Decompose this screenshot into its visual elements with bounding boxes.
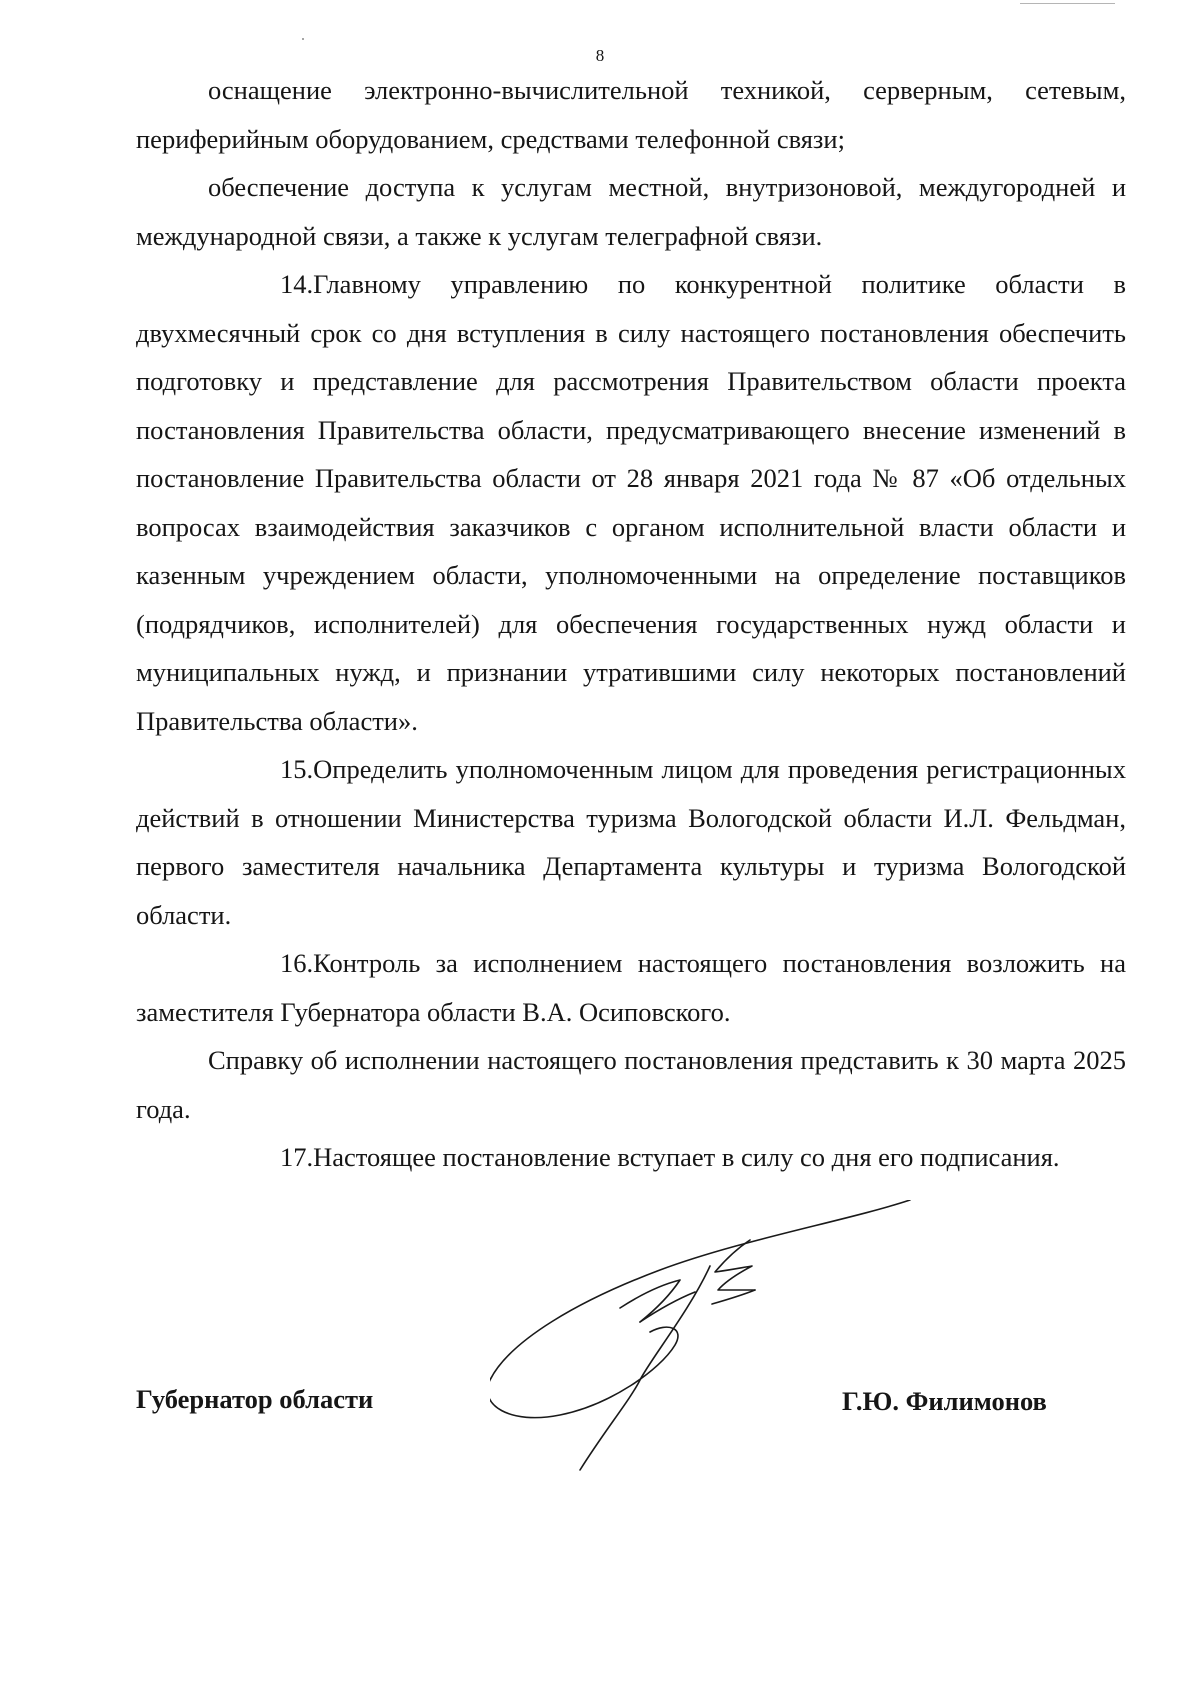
paragraph-17: [136, 1133, 1126, 1182]
scan-edge-mark: [1020, 3, 1115, 4]
paragraph-communications: [136, 163, 1126, 260]
paragraph-text: Справку об исполнении настоящего постановления представить к 30 марта 2025 года.: [136, 1045, 1126, 1124]
paragraph-text: Настоящее постановление вступает в силу со дня его подписания.: [313, 1142, 1060, 1172]
paragraph-text: обеспечение доступа к услугам местной, внутризоновой, междугородней и международной связи, а также к услугам телеграфной связи.: [136, 172, 1126, 251]
paragraph-14: [136, 260, 1126, 745]
paragraph-number: 14.: [280, 269, 314, 299]
signatory-name: Г.Ю. Филимонов: [842, 1386, 1047, 1416]
paragraph-16: [136, 939, 1126, 1036]
scan-speck: [302, 38, 304, 40]
paragraph-report: [136, 1036, 1126, 1133]
signature-block: [0, 1200, 1200, 1520]
paragraph-text: оснащение электронно-вычислительной техникой, серверным, сетевым, периферийным оборудованием, средствами телефонной связи;: [136, 75, 1126, 154]
paragraph-equipment: [136, 66, 1126, 163]
document-body: [136, 66, 1126, 1182]
paragraph-number: 15.: [280, 754, 314, 784]
signatory-position: Губернатор области: [136, 1384, 374, 1414]
paragraph-number: 16.: [280, 948, 314, 978]
handwritten-signature: [490, 1200, 930, 1500]
page-number: 8: [595, 46, 605, 65]
paragraph-text: Контроль за исполнением настоящего постановления возложить на заместителя Губернатора области В.А. Осиповского.: [136, 948, 1126, 1027]
paragraph-number: 17.: [280, 1142, 314, 1172]
paragraph-text: Главному управлению по конкурентной политике области в двухмесячный срок со дня вступления в силу настоящего постановления обеспечить подготовку и представление для рассмотрения Правительством области проекта постановления Правительства области, предусматривающего внесение изменений в постановление Правительства области от 28 января 2021 года № 87 «Об отдельных вопросах взаимодействия заказчиков с органом исполнительной власти области и казенным учреждением области, уполномоченными на определение поставщиков (подрядчиков, исполнителей) для обеспечения государственных нужд области и муниципальных нужд, и признании утратившими силу некоторых постановлений Правительства области».: [136, 269, 1126, 736]
paragraph-15: [136, 745, 1126, 939]
paragraph-text: Определить уполномоченным лицом для проведения регистрационных действий в отношении Министерства туризма Вологодской области И.Л. Фельдман, первого заместителя начальника Департамента культуры и туризма Вологодской области.: [136, 754, 1126, 930]
